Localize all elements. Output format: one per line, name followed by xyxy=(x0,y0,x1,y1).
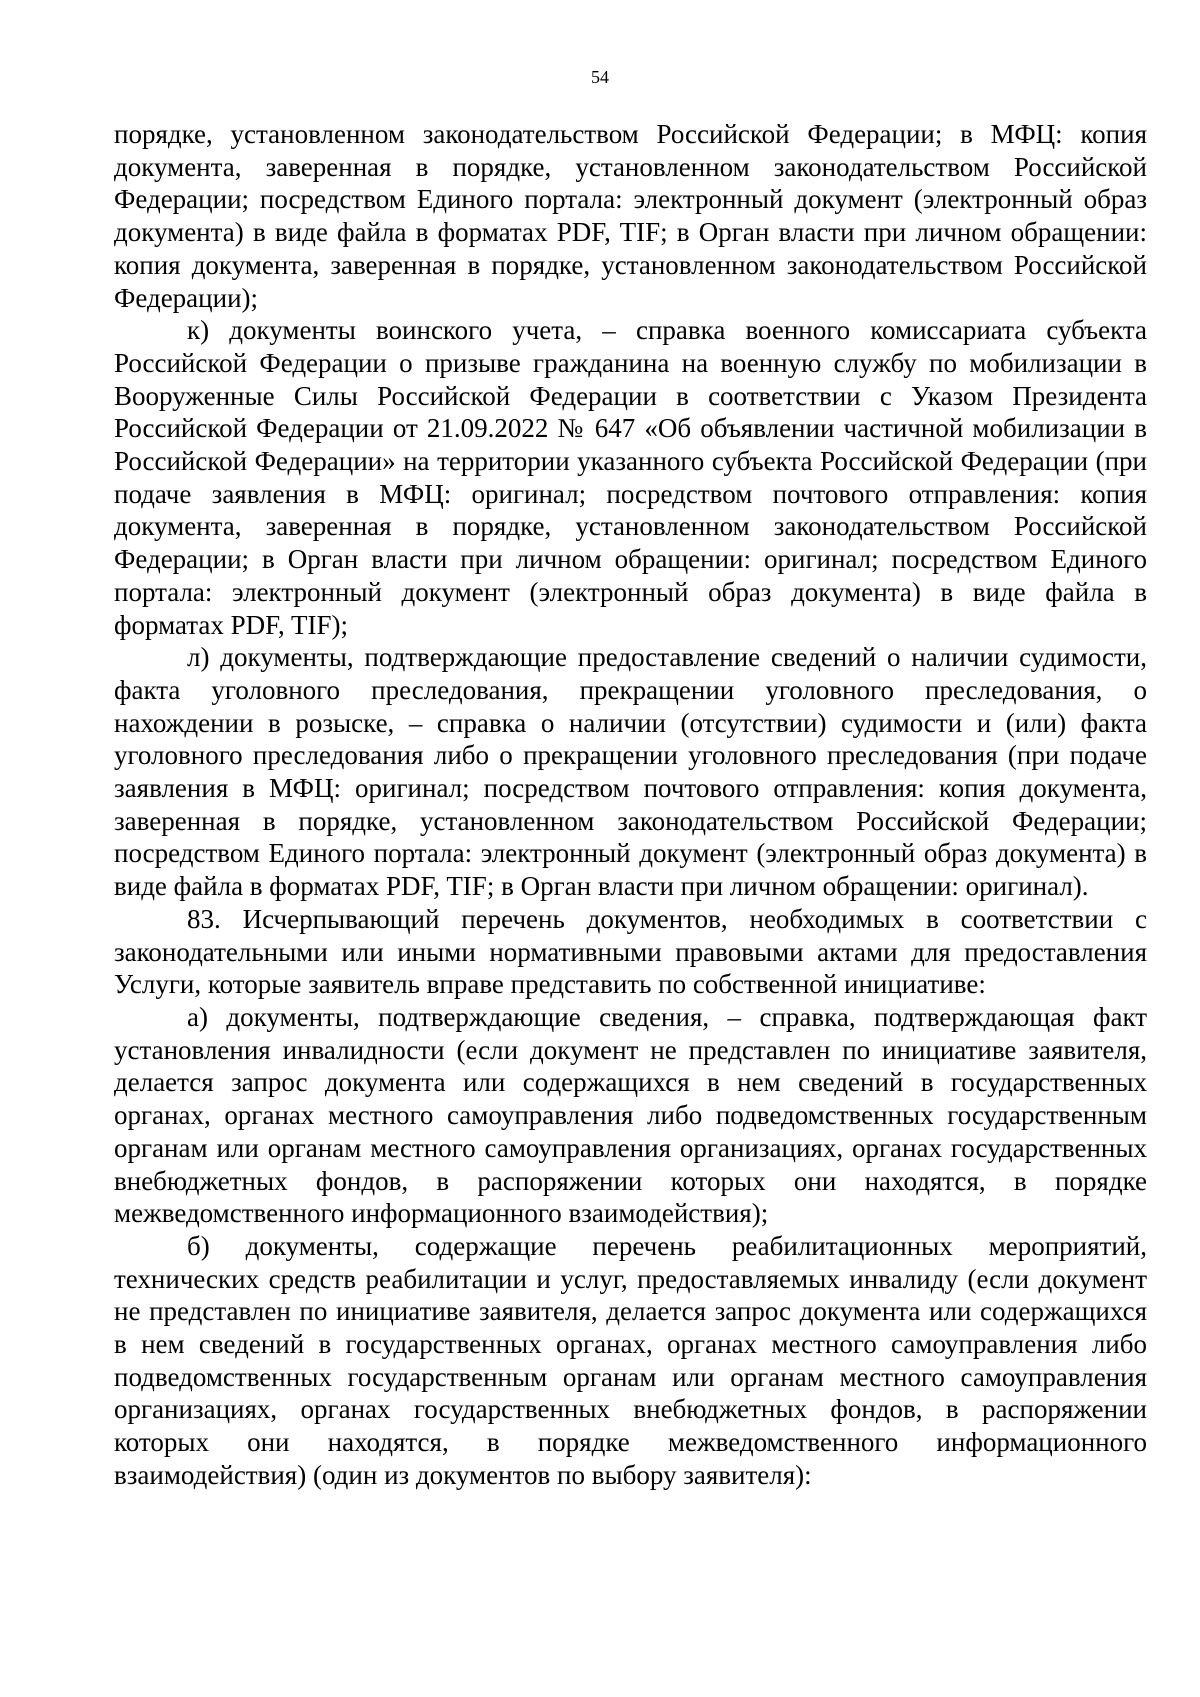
paragraph-item-a-disability-certificate: а) документы, подтверждающие сведения, – справка, подтверждающая факт установления инвалидности (если документ не представлен по инициативе заявителя, делается запрос документа или содержащихся в нем сведений в государственных органах, органах местного самоуправления либо подведомственных государственным органам или органам местного самоуправления организациях, органах государственных внебюджетных фондов, в распоряжении которых они находятся, в порядке межведомственного информационного взаимодействия); xyxy=(114,1001,1147,1229)
paragraph-item-l-criminal-record: л) документы, подтверждающие предоставление сведений о наличии судимости, факта уголовного преследования, прекращении уголовного преследования, о нахождении в розыске, – справка о наличии (отсутствии) судимости и (или) факта уголовного преследования либо о прекращении уголовного преследования (при подаче заявления в МФЦ: оригинал; посредством почтового отправления: копия документа, заверенная в порядке, установленном законодательством Российской Федерации; посредством Единого портала: электронный документ (электронный образ документа) в виде файла в форматах PDF, TIF; в Орган власти при личном обращении: оригинал). xyxy=(114,642,1147,902)
paragraph-item-k-military-records: к) документы воинского учета, – справка военного комиссариата субъекта Российской Федерации о призыве гражданина на военную службу по мобилизации в Вооруженные Силы Российской Федерации в соответствии с Указом Президента Российской Федерации от 21.09.2022 № 647 «Об объявлении частичной мобилизации в Российской Федерации» на территории указанного субъекта Российской Федерации (при подаче заявления в МФЦ: оригинал; посредством почтового отправления: копия документа, заверенная в порядке, установленном законодательством Российской Федерации; в Орган власти при личном обращении: оригинал; посредством Единого портала: электронный документ (электронный образ документа) в виде файла в форматах PDF, TIF); xyxy=(114,315,1147,640)
paragraph-continuation: порядке, установленном законодательством Российской Федерации; в МФЦ: копия документа, заверенная в порядке, установленном законодательством Российской Федерации; посредством Единого портала: электронный документ (электронный образ документа) в виде файла в форматах PDF, TIF; в Орган власти при личном обращении: копия документа, заверенная в порядке, установленном законодательством Российской Федерации); xyxy=(114,119,1147,313)
document-body xyxy=(114,118,1147,1492)
paragraph-section-83: 83. Исчерпывающий перечень документов, необходимых в соответствии с законодательными или иными нормативными правовыми актами для предоставления Услуги, которые заявитель вправе представить по собственной инициативе: xyxy=(114,903,1147,1000)
paragraph-item-b-rehabilitation-documents: б) документы, содержащие перечень реабилитационных мероприятий, технических средств реабилитации и услуг, предоставляемых инвалиду (если документ не представлен по инициативе заявителя, делается запрос документа или содержащихся в нем сведений в государственных органах, органах местного самоуправления либо подведомственных государственным органам или органам местного самоуправления организациях, органах государственных внебюджетных фондов, в распоряжении которых они находятся, в порядке межведомственного информационного взаимодействия) (один из документов по выбору заявителя): xyxy=(114,1230,1147,1490)
page-number: 54 xyxy=(591,67,609,87)
